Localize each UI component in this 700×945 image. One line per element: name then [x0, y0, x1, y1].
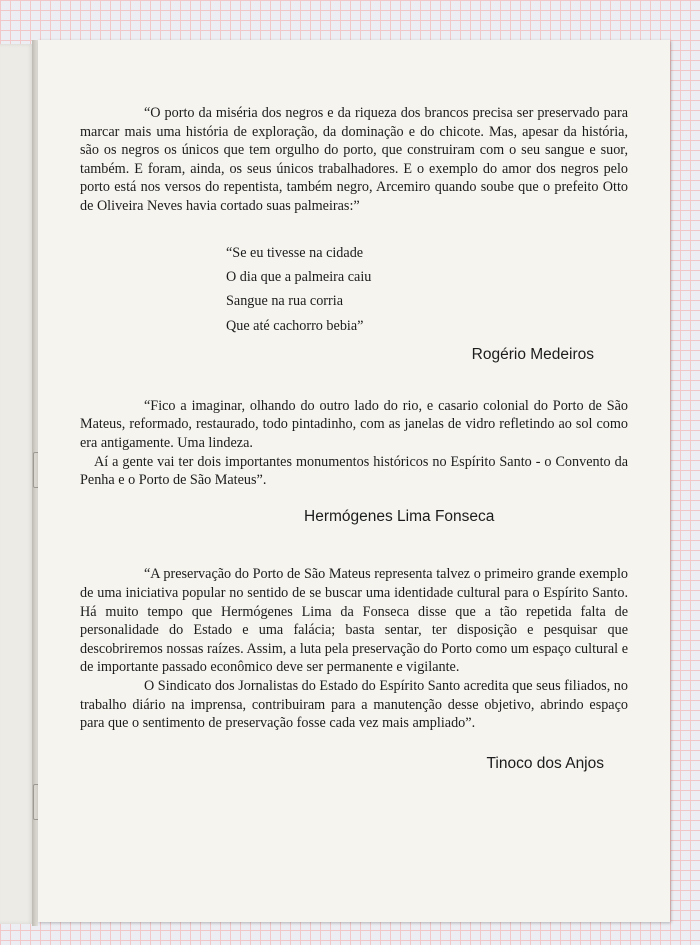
poem-line: “Se eu tivesse na cidade [226, 244, 364, 261]
poem-line: Sangue na rua corria [226, 293, 343, 310]
author-hermogenes-lima-fonseca: Hermógenes Lima Fonseca [304, 507, 495, 525]
quote-tinoco-paragraph-2: O Sindicato dos Jornalistas do Estado do Espírito Santo acredita que seus filiados, no trabalho diário na imprensa, contribuiram para a manutenção desse objetivo, abrindo espaço para que o sentimento de preservação fosse cada vez mais ampliado”. [80, 677, 628, 732]
quote-tinoco-paragraph: “A preservação do Porto de São Mateus representa talvez o primeiro grande exemplo de uma iniciativa popular no sentido de se buscar uma identidade cultural para o Espírito Santo. Há muito tempo que Hermógenes Lima da Fonseca disse que a tão repetida falta de personalidade do Estado e uma falácia; basta sentar, ter disposição e pesquisar que descobriremos nossas raízes. Assim, a luta pela preservação do Porto como um espaço cultural e de importante passado econômico deve ser permanente e vigilante. [80, 566, 628, 676]
poem-line: Que até cachorro bebia” [226, 317, 364, 334]
poem-verses [226, 241, 628, 339]
poem-line: O dia que a palmeira caiu [226, 268, 372, 285]
quote-hermogenes-paragraph-2: Aí a gente vai ter dois importantes monumentos históricos no Espírito Santo - o Convento da Penha e o Porto de São Mateus”. [80, 453, 628, 489]
author-tinoco-dos-anjos: Tinoco dos Anjos [486, 754, 604, 772]
quote-rogerio-paragraph: “O porto da miséria dos negros e da riqueza dos brancos precisa ser preservado para marcar mais uma história de exploração, da dominação e do chicote. Mas, apesar da história, são os negros os únicos que tem orgulho do porto, que construiram com o seu sangue e suor, também. E foram, ainda, os seus únicos trabalhadores. E o exemplo do amor dos negros pelo porto está nos versos do repentista, também negro, Arcemiro quando soube que o prefeito Otto de Oliveira Neves havia cortado suas palmeiras:” [80, 105, 628, 214]
left-page-edge [0, 44, 35, 924]
page-content [80, 104, 628, 773]
author-rogerio-medeiros: Rogério Medeiros [471, 346, 594, 364]
quote-hermogenes-paragraph: “Fico a imaginar, olhando do outro lado do rio, e casario colonial do Porto de São Mateus, reformado, restaurado, todo pintadinho, com as janelas de vidro refletindo ao sol como era antigamente. Uma lindeza. [80, 397, 628, 451]
